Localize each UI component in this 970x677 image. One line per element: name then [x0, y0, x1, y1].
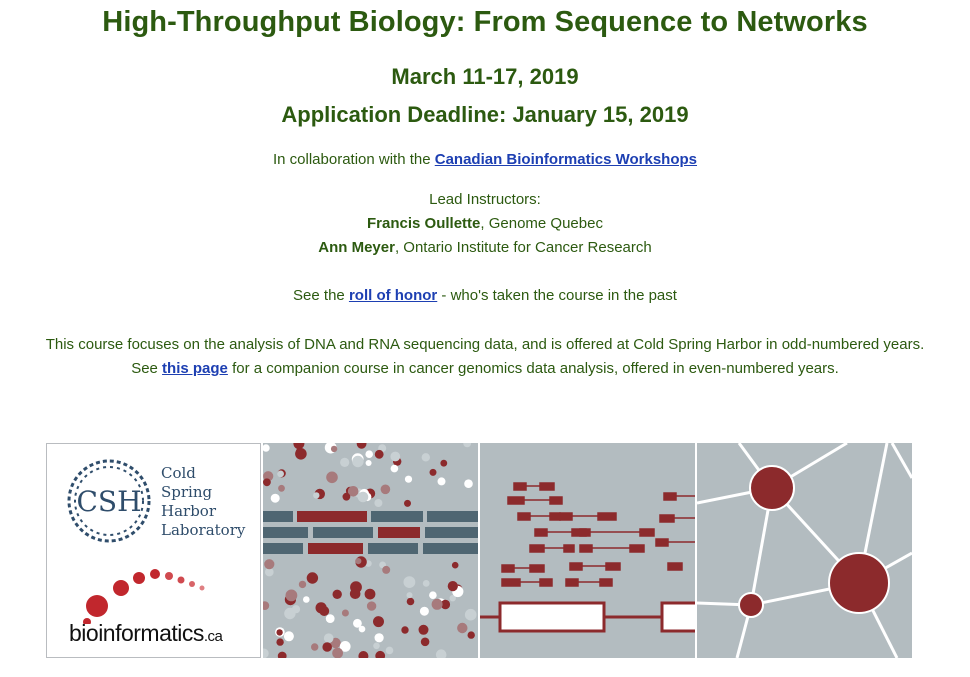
- read-dot: [286, 590, 298, 602]
- csh-line: Harbor: [161, 502, 216, 520]
- read-dot: [382, 566, 390, 574]
- read-dot: [422, 453, 430, 461]
- read-dot: [421, 638, 430, 647]
- read-dot: [367, 601, 376, 610]
- read-dot: [386, 647, 394, 655]
- read-dot: [375, 450, 384, 459]
- read-dot: [375, 633, 384, 642]
- read-dot: [381, 485, 391, 495]
- instructors-heading: Lead Instructors:: [429, 191, 541, 208]
- read-dot: [448, 581, 458, 591]
- read-dot: [303, 596, 310, 603]
- read-dot: [342, 610, 349, 617]
- instructor-affiliation: , Ontario Institute for Cancer Research: [394, 239, 652, 256]
- read-dot: [340, 458, 349, 467]
- read-dot: [430, 469, 437, 476]
- read-dot: [438, 477, 446, 485]
- read-dot: [440, 460, 447, 467]
- read-dot: [452, 562, 459, 569]
- read-dot: [390, 452, 400, 462]
- read-dot: [423, 580, 430, 587]
- csh-line: Cold: [161, 464, 196, 482]
- read-dot: [284, 631, 294, 641]
- read-dot: [407, 598, 415, 606]
- read-dot: [465, 609, 477, 621]
- roll-of-honor-line: [0, 287, 970, 304]
- companion-course-link[interactable]: this page: [162, 360, 228, 377]
- read-dot: [276, 629, 282, 635]
- csh-monogram: CSH: [76, 485, 142, 518]
- read-dot: [264, 559, 274, 569]
- csh-wordmark: [161, 464, 245, 540]
- csh-line: Spring: [161, 483, 213, 501]
- course-description: [40, 333, 930, 381]
- honor-suffix: - who's taken the course in the past: [437, 287, 677, 304]
- collaboration-line: [0, 151, 970, 168]
- read-dot: [407, 592, 413, 598]
- logo-panel: [46, 443, 261, 658]
- read-dot: [365, 589, 376, 600]
- read-dot: [284, 608, 295, 619]
- read-dot: [365, 450, 373, 458]
- read-dot: [355, 558, 361, 564]
- read-dot: [276, 638, 283, 645]
- bioinformatics-dots-icon: [77, 564, 227, 624]
- course-banner: [46, 443, 912, 658]
- read-dot: [311, 643, 318, 650]
- read-dot: [326, 472, 338, 484]
- csh-logo-icon: [55, 456, 165, 551]
- read-dot: [464, 479, 473, 488]
- read-dot: [333, 590, 342, 599]
- network-illustration: [697, 443, 912, 658]
- read-dot: [468, 631, 475, 638]
- bio-main: bioinformatics: [69, 620, 204, 646]
- read-dot: [271, 494, 280, 503]
- read-dot: [277, 471, 284, 478]
- instructor-affiliation: , Genome Quebec: [480, 215, 603, 232]
- read-dot: [343, 493, 351, 501]
- description-text: This course focuses on the analysis of DNA and RNA sequencing data, and is offered at Cold Spring Harbor in odd-numbered years. See: [45, 336, 925, 377]
- read-dot: [263, 478, 271, 486]
- read-dot: [429, 591, 437, 599]
- csh-line: Laboratory: [161, 521, 246, 539]
- read-dot: [359, 626, 366, 633]
- read-dot: [313, 492, 319, 498]
- instructor-name: Francis Oullette: [367, 215, 481, 232]
- read-dot: [299, 581, 306, 588]
- read-dot: [352, 456, 363, 467]
- read-dot: [374, 499, 382, 507]
- read-dot: [316, 602, 327, 613]
- course-dates: March 11-17, 2019: [391, 64, 579, 89]
- read-dot: [307, 572, 318, 583]
- read-dot: [278, 485, 285, 492]
- read-dot: [324, 633, 334, 643]
- read-dot: [332, 648, 343, 658]
- read-dot: [350, 588, 361, 599]
- read-dot: [419, 625, 429, 635]
- description-text: for a companion course in cancer genomics data analysis, offered in even-numbered years.: [227, 360, 839, 377]
- sequence-reads-illustration: [263, 443, 478, 658]
- collaboration-prefix: In collaboration with the: [272, 151, 435, 168]
- cbw-link[interactable]: Canadian Bioinformatics Workshops: [434, 151, 698, 168]
- read-dot: [331, 446, 337, 452]
- bioinformatics-wordmark: [69, 620, 222, 647]
- read-dot: [432, 599, 443, 610]
- honor-prefix: See the: [293, 287, 349, 304]
- read-dot: [326, 614, 335, 623]
- read-dot: [322, 642, 332, 652]
- read-dot: [391, 465, 399, 473]
- read-dot: [404, 500, 411, 507]
- read-dot: [366, 460, 372, 466]
- read-dot: [420, 607, 429, 616]
- page-title: High-Throughput Biology: From Sequence to Networks: [102, 6, 868, 38]
- instructor-name: Ann Meyer: [318, 239, 395, 256]
- read-dot: [404, 576, 416, 588]
- read-dot: [457, 623, 467, 633]
- gene-models-illustration: [480, 443, 695, 658]
- application-deadline: Application Deadline: January 15, 2019: [281, 102, 689, 127]
- bio-suffix: .ca: [203, 628, 223, 645]
- read-dot: [373, 643, 380, 650]
- read-dot: [373, 616, 384, 627]
- read-dot: [401, 626, 408, 633]
- instructor-row: [0, 215, 970, 232]
- instructor-row: [0, 239, 970, 256]
- roll-of-honor-link[interactable]: roll of honor: [348, 287, 438, 304]
- read-dot: [358, 492, 369, 503]
- read-dot: [405, 476, 412, 483]
